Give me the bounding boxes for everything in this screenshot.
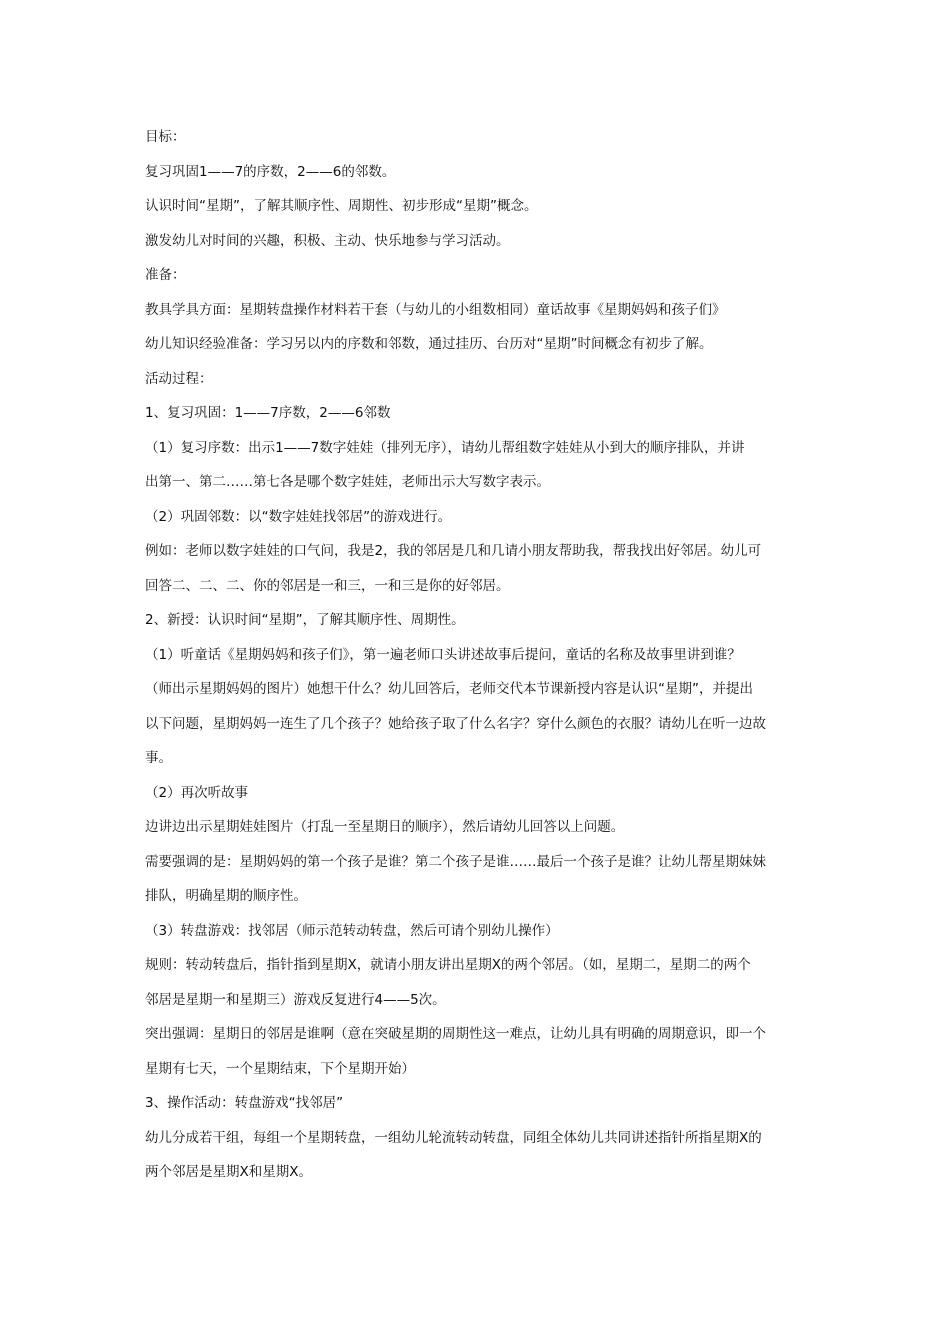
paragraph: （2）巩固邻数：以“数字娃娃找邻居”的游戏进行。	[145, 508, 452, 525]
section-heading-preparation: 准备：	[145, 267, 186, 283]
paragraph: 边讲边出示星期娃娃图片（打乱一至星期日的顺序），然后请幼儿回答以上问题。	[145, 819, 625, 835]
paragraph: （1）听童话《星期妈妈和孩子们》，第一遍老师口头讲述故事后提问，童话的名称及故事里讲到谁？	[145, 646, 741, 663]
paragraph-continuation: 事。	[145, 750, 172, 766]
paragraph: （1）复习序数：出示1——7数字娃娃（排列无序），请幼儿帮组数字娃娃从小到大的顺序排队，并讲	[145, 439, 745, 456]
paragraph-continuation: 出第一、第二……第七各是哪个数字娃娃，老师出示大写数字表示。	[145, 474, 550, 490]
section-heading-process: 活动过程：	[145, 370, 213, 387]
paragraph: 需要强调的是：星期妈妈的第一个孩子是谁？第二个孩子是谁……最后一个孩子是谁？让幼儿帮星期妹妹	[145, 853, 766, 870]
paragraph: （2）再次听故事	[145, 784, 249, 801]
paragraph-continuation: 星期有七天，一个星期结束，下个星期开始）	[145, 1060, 415, 1077]
paragraph: （3）转盘游戏：找邻居（师示范转动转盘，然后可请个别幼儿操作）	[145, 922, 559, 939]
paragraph: （师出示星期妈妈的图片）她想干什么？幼儿回答后，老师交代本节课新授内容是认识“星期”，并提出	[145, 681, 753, 697]
paragraph-continuation: 排队，明确星期的顺序性。	[145, 888, 307, 904]
paragraph: 认识时间“星期”，了解其顺序性、周期性、初步形成“星期”概念。	[145, 198, 538, 214]
paragraph: 规则：转动转盘后，指针指到星期X，就请小朋友讲出星期X的两个邻居。（如，星期二，星期二的两个	[145, 957, 751, 973]
section-heading-goals: 目标：	[145, 129, 186, 145]
step-heading: 2、新授：认识时间“星期”，了解其顺序性、周期性。	[145, 612, 465, 628]
paragraph: 例如：老师以数字娃娃的口气问，我是2，我的邻居是几和几请小朋友帮助我，帮我找出好邻居。幼儿可	[145, 543, 762, 559]
paragraph-continuation: 以下问题，星期妈妈一连生了几个孩子？她给孩子取了什么名字？穿什么颜色的衣服？请幼儿在听一边故	[145, 715, 766, 732]
paragraph-continuation: 两个邻居是星期X和星期X。	[145, 1164, 312, 1180]
paragraph: 激发幼儿对时间的兴趣，积极、主动、快乐地参与学习活动。	[145, 232, 510, 249]
paragraph: 复习巩固1——7的序数，2——6的邻数。	[145, 163, 396, 180]
step-heading: 3、操作活动：转盘游戏“找邻居”	[145, 1095, 344, 1111]
paragraph-continuation: 邻居是星期一和星期三）游戏反复进行4——5次。	[145, 991, 446, 1008]
paragraph: 教具学具方面：星期转盘操作材料若干套（与幼儿的小组数相同）童话故事《星期妈妈和孩子们》	[145, 301, 726, 318]
paragraph: 幼儿分成若干组，每组一个星期转盘，一组幼儿轮流转动转盘，同组全体幼儿共同讲述指针所指星期X的	[145, 1129, 762, 1146]
paragraph-continuation: 回答二、二、二、你的邻居是一和三，一和三是你的好邻居。	[145, 577, 510, 594]
paragraph: 幼儿知识经验准备：学习另以内的序数和邻数，通过挂历、台历对“星期”时间概念有初步了解。	[145, 336, 713, 352]
paragraph: 突出强调：星期日的邻居是谁啊（意在突破星期的周期性这一难点，让幼儿具有明确的周期意识，即一个	[145, 1026, 766, 1042]
document-body	[145, 124, 810, 1194]
step-heading: 1、复习巩固：1——7序数，2——6邻数	[145, 405, 391, 421]
